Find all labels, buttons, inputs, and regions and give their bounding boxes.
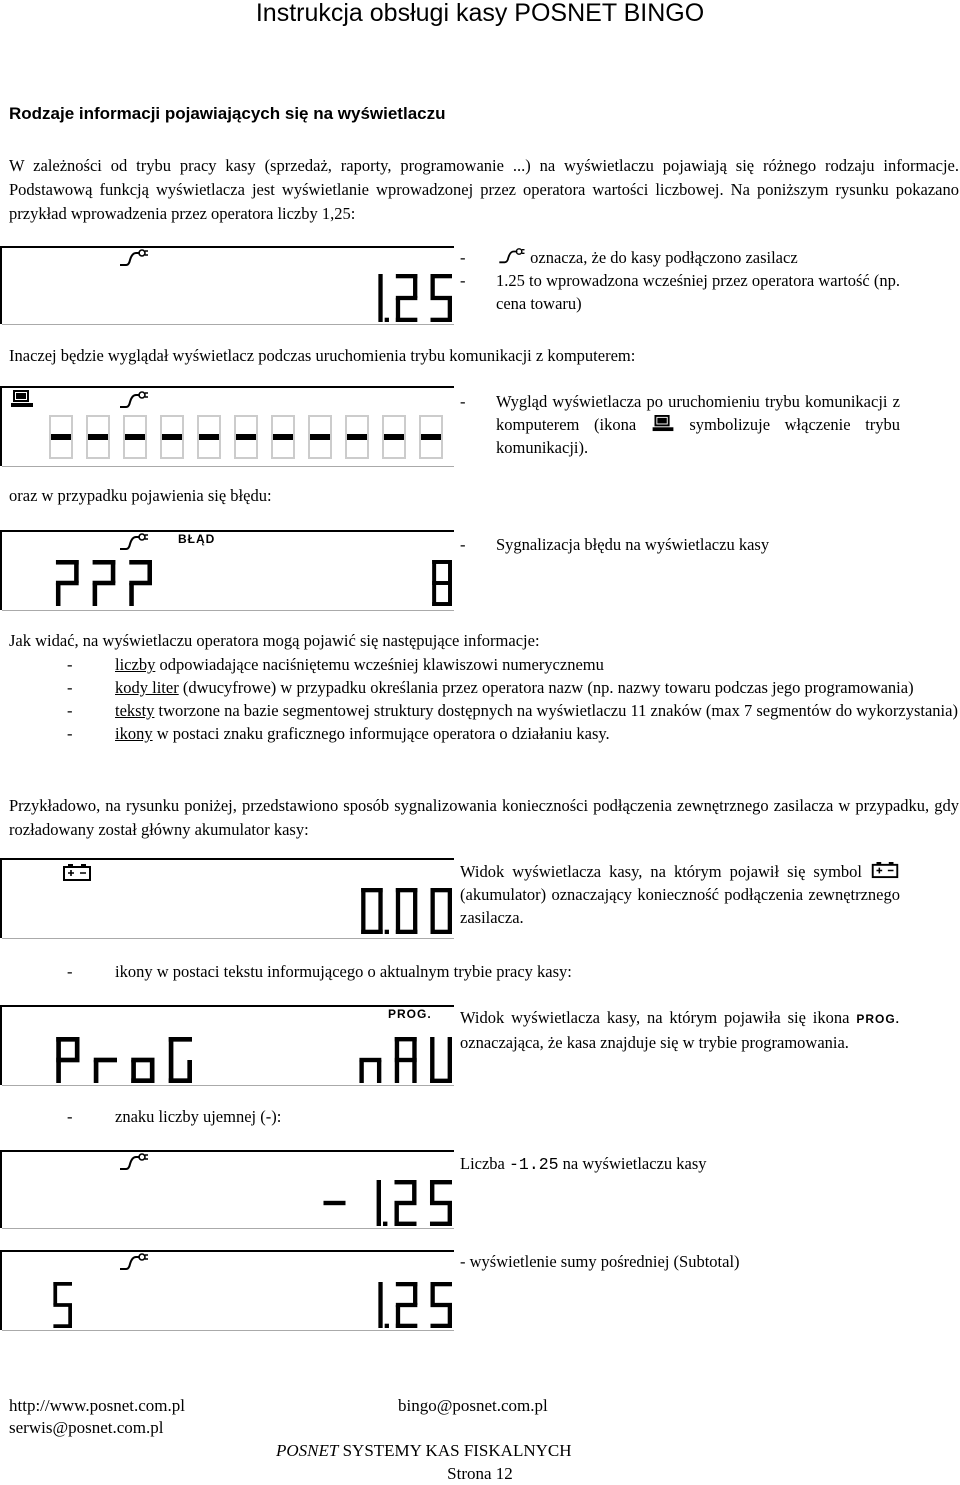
- footer-url[interactable]: http://www.posnet.com.pl: [9, 1396, 185, 1415]
- paragraph-info-types: Jak widać, na wyświetlaczu operatora mogą pojawić się następujące informacje:: [9, 631, 540, 650]
- display-dashes: [42, 414, 452, 462]
- list-item: - ikony w postaci znaku graficznego informujące operatora o działaniu kasy.: [67, 724, 610, 743]
- footer-company: POSNET SYSTEMY KAS FISKALNYCH: [276, 1441, 572, 1460]
- display-mode-text: [346, 1037, 452, 1083]
- display5-note: Widok wyświetlacza kasy, na którym pojawiła się ikona PROG. oznaczająca, że kasa znajduje się w trybie programowania.: [460, 1008, 900, 1052]
- list-item: - liczby odpowiadające naciśniętemu wcześniej klawiszowi numerycznemu: [67, 655, 604, 674]
- display4-note: Widok wyświetlacza kasy, na którym pojawił się symbol (akumulator) oznaczający konieczność podłączenia zewnętrznego zasilacza.: [460, 862, 900, 927]
- footer-service-email[interactable]: serwis@posnet.com.pl: [9, 1418, 164, 1437]
- list-item: - kody liter (dwucyfrowe) w przypadku określania przez operatora nazw (np. nazwy towaru podczas jego programowania): [67, 678, 914, 697]
- computer-icon: [651, 415, 675, 432]
- display1-note-2: - 1.25 to wprowadzona wcześniej przez operatora wartość (np. cena towaru): [460, 271, 900, 313]
- power-plug-icon: [118, 1252, 148, 1272]
- display-digits: [348, 274, 452, 322]
- item-negative-sign: - znaku liczby ujemnej (-):: [67, 1107, 282, 1126]
- power-plug-icon: [118, 532, 148, 552]
- display-subtotal-s: [42, 1282, 72, 1328]
- display-digits: [348, 1282, 452, 1328]
- computer-icon: [10, 390, 34, 408]
- display-question-marks: [42, 560, 152, 606]
- battery-icon: [870, 862, 900, 879]
- display-digits: [348, 888, 452, 934]
- footer-bingo-email[interactable]: bingo@posnet.com.pl: [398, 1396, 548, 1415]
- info-types-list: [9, 653, 959, 745]
- paragraph-battery: Przykładowo, na rysunku poniżej, przedstawiono sposób sygnalizowania konieczności podłączenia zewnętrznego zasilacza w przypadku, gdy rozładowany został główny akumulator kasy:: [9, 796, 959, 839]
- footer-page-number: Strona 12: [447, 1464, 513, 1483]
- battery-icon: [62, 864, 92, 882]
- display-digit-8: [420, 560, 452, 606]
- page-header-title: Instrukcja obsługi kasy POSNET BINGO: [255, 0, 705, 27]
- display-prog-text: [42, 1037, 192, 1083]
- display-battery: [0, 858, 454, 938]
- display3-note: - Sygnalizacja błędu na wyświetlaczu kasy: [460, 535, 770, 554]
- display-negative-digits: [310, 1180, 452, 1226]
- power-plug-icon: [118, 1152, 148, 1172]
- display-communication: [0, 386, 454, 466]
- error-label-icon: BŁĄD: [178, 532, 216, 546]
- prog-label-icon: PROG.: [388, 1007, 432, 1021]
- section-title: Rodzaje informacji pojawiających się na wyświetlaczu: [9, 104, 446, 123]
- paragraph-error: oraz w przypadku pojawienia się błędu:: [9, 486, 272, 505]
- display1-notes: [460, 246, 900, 315]
- item-icons-as-text: - ikony w postaci tekstu informującego o aktualnym trybie pracy kasy:: [67, 962, 572, 981]
- power-plug-icon: [118, 248, 148, 268]
- display-example-number: [0, 246, 454, 324]
- prog-label-icon: PROG.: [856, 1012, 900, 1026]
- display-negative: [0, 1150, 454, 1228]
- display-error: [0, 530, 454, 610]
- display6-note: Liczba -1.25 na wyświetlaczu kasy: [460, 1154, 707, 1174]
- paragraph-communication: Inaczej będzie wyglądał wyświetlacz podczas uruchomienia trybu komunikacji z komputerem:: [9, 346, 636, 365]
- power-plug-icon: [118, 390, 148, 410]
- display7-note: - wyświetlenie sumy pośredniej (Subtotal): [460, 1252, 740, 1271]
- display2-note: - Wygląd wyświetlacza po uruchomieniu trybu komunikacji z komputerem (ikona symbolizuje włączenie trybu komunikacji).: [460, 392, 901, 457]
- display-subtotal: [0, 1250, 454, 1330]
- intro-paragraph: W zależności od trybu pracy kasy (sprzedaż, raporty, programowanie ...) na wyświetlaczu pojawiają się różnego rodzaju informacje. Podstawową funkcją wyświetlacza jest wyświetlanie wprowadzonej przez operatora wartości liczbowej. Na poniższym rysunku pokazano przykład wprowadzenia przez operatora liczby 1,25:: [9, 156, 959, 223]
- power-plug-icon: [496, 247, 526, 265]
- list-item: - teksty tworzone na bazie segmentowej struktury dostępnych na wyświetlaczu 11 znaków (max 7 segmentów do wykorzystania): [67, 701, 958, 720]
- display-prog: [0, 1005, 454, 1085]
- display1-note-1: - oznacza, że do kasy podłączono zasilacz: [460, 248, 798, 267]
